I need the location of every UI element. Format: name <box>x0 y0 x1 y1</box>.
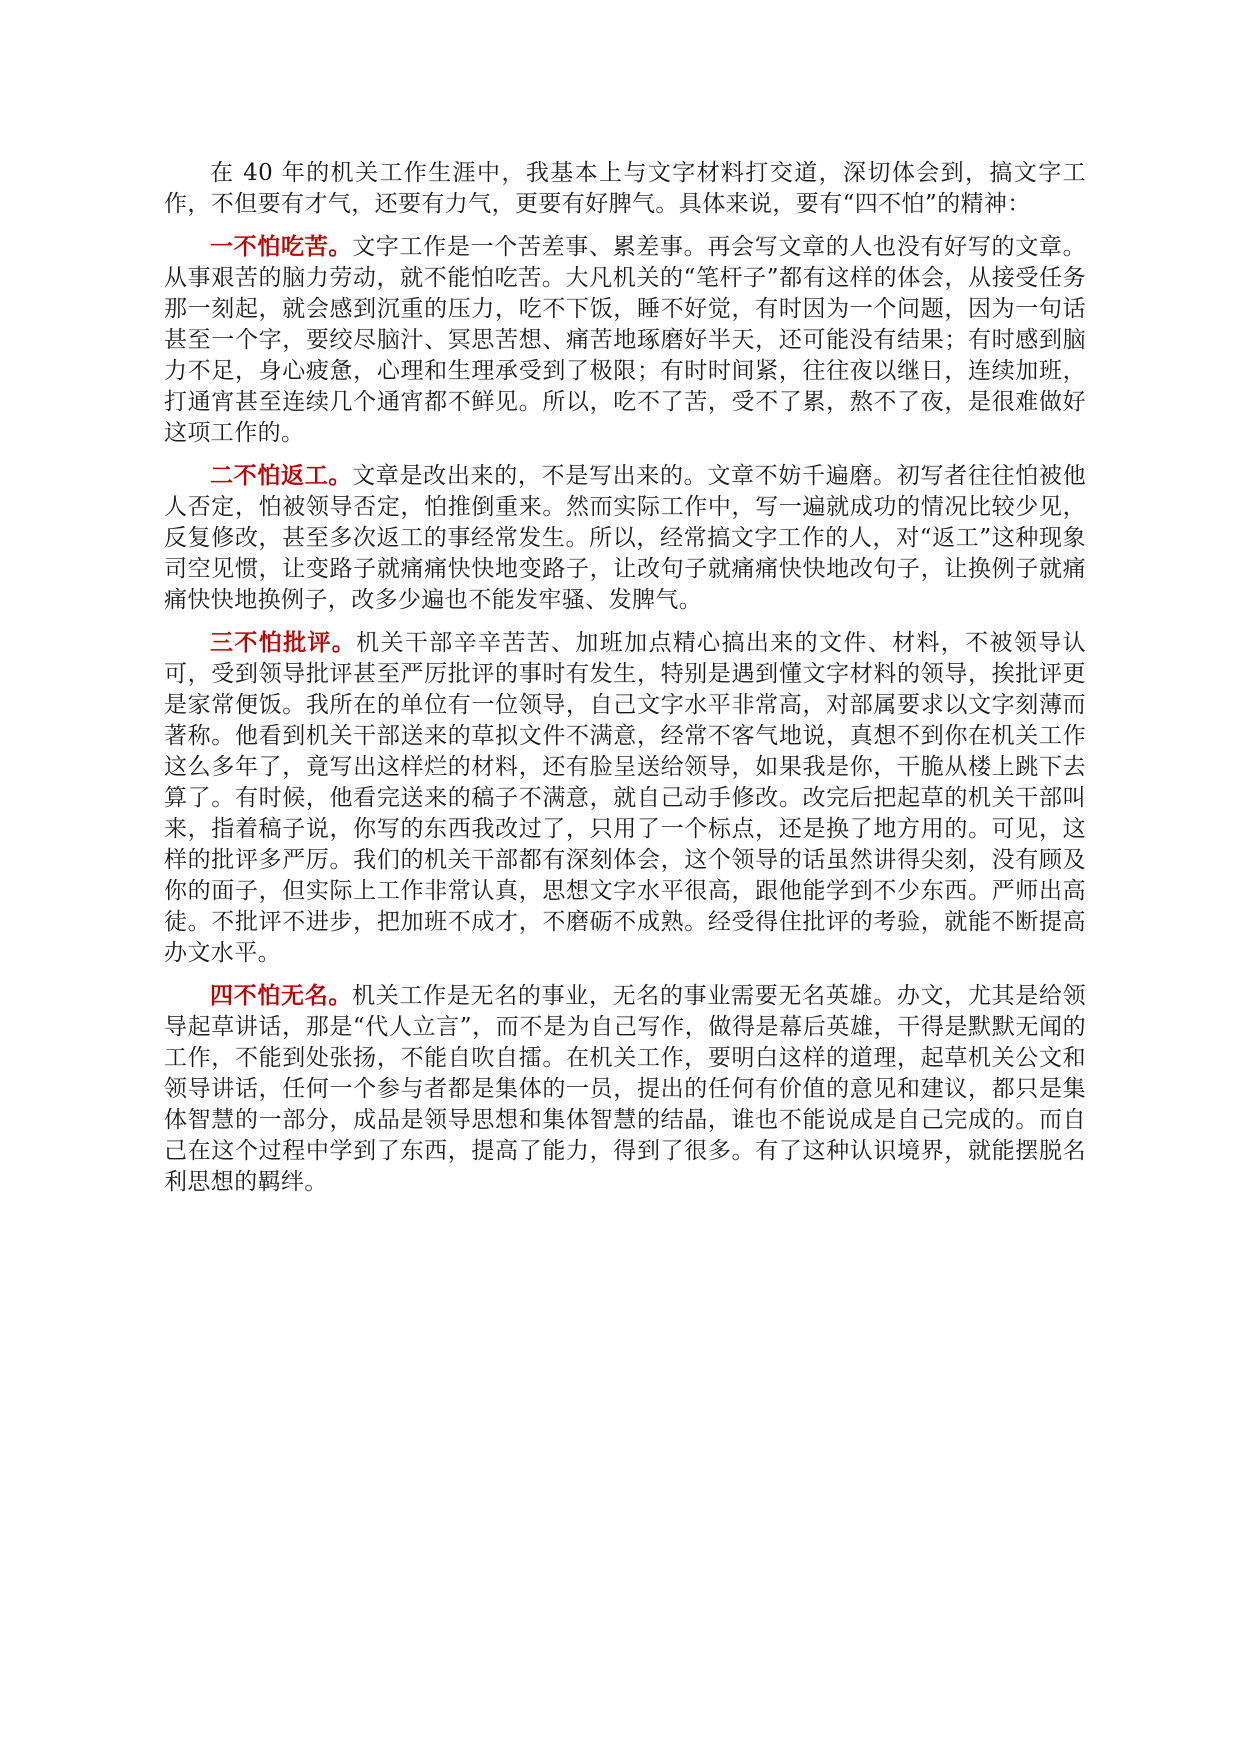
section-heading-2: 二不怕返工。 <box>210 463 353 489</box>
section-body-4: 机关工作是无名的事业，无名的事业需要无名英雄。办文，尤其是给领导起草讲话，那是“代人立言”，而不是为自己写作，做得是幕后英雄，干得是默默无闻的工作，不能到处张扬，不能自吹自擂。在机关工作，要明白这样的道理，起草机关公文和领导讲话，任何一个参与者都是集体的一员，提出的任何有价值的意见和建议，都只是集体智慧的一部分，成品是领导思想和集体智慧的结晶，谁也不能说成是自己完成的。而自己在这个过程中学到了东西，提高了能力，得到了很多。有了这种认识境界，就能摆脱名利思想的羁绊。 <box>164 983 1086 1195</box>
intro-paragraph: 在 40 年的机关工作生涯中，我基本上与文字材料打交道，深切体会到，搞文字工作，不但要有才气，还要有力气，更要有好脾气。具体来说，要有“四不怕”的精神： <box>164 160 1086 217</box>
section-body-2: 文章是改出来的，不是写出来的。文章不妨千遍磨。初写者往往怕被他人否定，怕被领导否定，怕推倒重来。然而实际工作中，写一遍就成功的情况比较少见，反复修改，甚至多次返工的事经常发生。所以，经常搞文字工作的人，对“返工”这种现象司空见惯，让变路子就痛痛快快地变路子，让改句子就痛痛快快地改句子，让换例子就痛痛快快地换例子，改多少遍也不能发牢骚、发脾气。 <box>164 463 1086 613</box>
section-body-3: 机关干部辛辛苦苦、加班加点精心搞出来的文件、材料，不被领导认可，受到领导批评甚至严厉批评的事时有发生，特别是遇到懂文字材料的领导，挨批评更是家常便饭。我所在的单位有一位领导，自己文字水平非常高，对部属要求以文字刻薄而著称。他看到机关干部送来的草拟文件不满意，经常不客气地说，真想不到你在机关工作这么多年了，竟写出这样烂的材料，还有脸呈送给领导，如果我是你，干脆从楼上跳下去算了。有时候，他看完送来的稿子不满意，就自己动手修改。改完后把起草的机关干部叫来，指着稿子说，你写的东西我改过了，只用了一个标点，还是换了地方用的。可见，这样的批评多严厉。我们的机关干部都有深刻体会，这个领导的话虽然讲得尖刻，没有顾及你的面子，但实际上工作非常认真，思想文字水平很高，跟他能学到不少东西。严师出高徒。不批评不进步，把加班不成才，不磨砺不成熟。经受得住批评的考验，就能不断提高办文水平。 <box>164 630 1087 966</box>
section-paragraph-2 <box>164 461 1086 616</box>
section-paragraph-4 <box>164 981 1086 1198</box>
section-paragraph-3 <box>164 628 1086 969</box>
document-body <box>164 158 1086 1210</box>
section-heading-1: 一不怕吃苦。 <box>210 234 353 260</box>
section-paragraph-1 <box>164 232 1086 449</box>
section-body-1: 文字工作是一个苦差事、累差事。再会写文章的人也没有好写的文章。从事艰苦的脑力劳动，就不能怕吃苦。大凡机关的“笔杆子”都有这样的体会，从接受任务那一刻起，就会感到沉重的压力，吃不下饭，睡不好觉，有时因为一个问题，因为一句话甚至一个字，要绞尽脑汁、冥思苦想、痛苦地琢磨好半天，还可能没有结果；有时感到脑力不足，身心疲惫，心理和生理承受到了极限；有时时间紧，往往夜以继日，连续加班，打通宵甚至连续几个通宵都不鲜见。所以，吃不了苦，受不了累，熬不了夜，是很难做好这项工作的。 <box>164 234 1086 446</box>
section-heading-3: 三不怕批评。 <box>210 630 357 656</box>
section-heading-4: 四不怕无名。 <box>210 983 353 1009</box>
